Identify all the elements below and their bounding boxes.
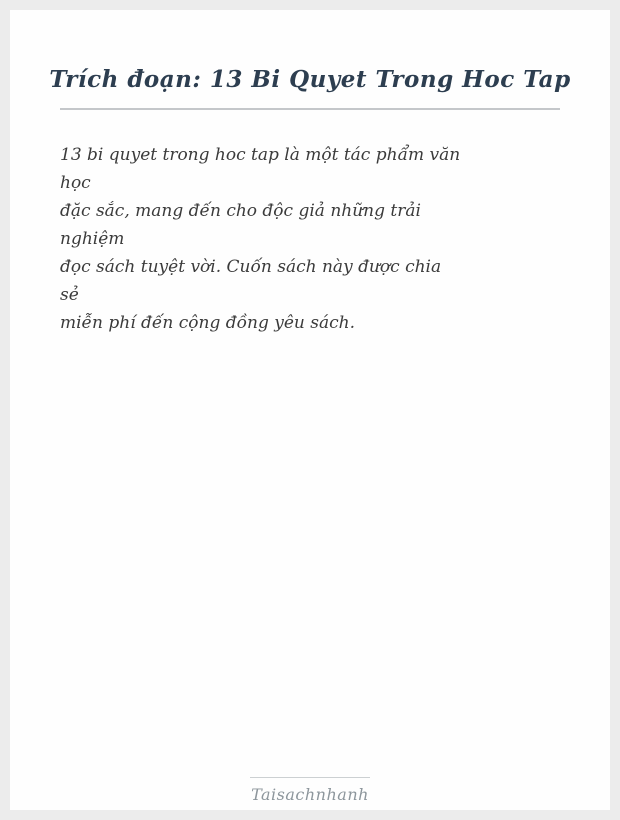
excerpt-line: học: [60, 173, 91, 193]
excerpt-line: nghiệm: [60, 229, 125, 249]
page-footer: [10, 777, 610, 804]
excerpt-line: miễn phí đến cộng đồng yêu sách.: [60, 313, 355, 333]
excerpt-line: 13 bi quyet trong hoc tap là một tác phẩm văn: [60, 145, 461, 165]
excerpt-paragraph: [60, 141, 560, 337]
footer-divider: [250, 777, 370, 778]
footer-brand-text: Taisachnhanh: [251, 785, 369, 804]
document-page: [10, 10, 610, 810]
excerpt-line: đọc sách tuyệt vời. Cuốn sách này được chia: [60, 257, 442, 277]
excerpt-line: đặc sắc, mang đến cho độc giả những trải: [60, 201, 421, 221]
title-divider: [60, 108, 560, 110]
page-title: Trích đoạn: 13 Bi Quyet Trong Hoc Tap: [49, 66, 571, 93]
excerpt-line: sẻ: [60, 285, 79, 305]
